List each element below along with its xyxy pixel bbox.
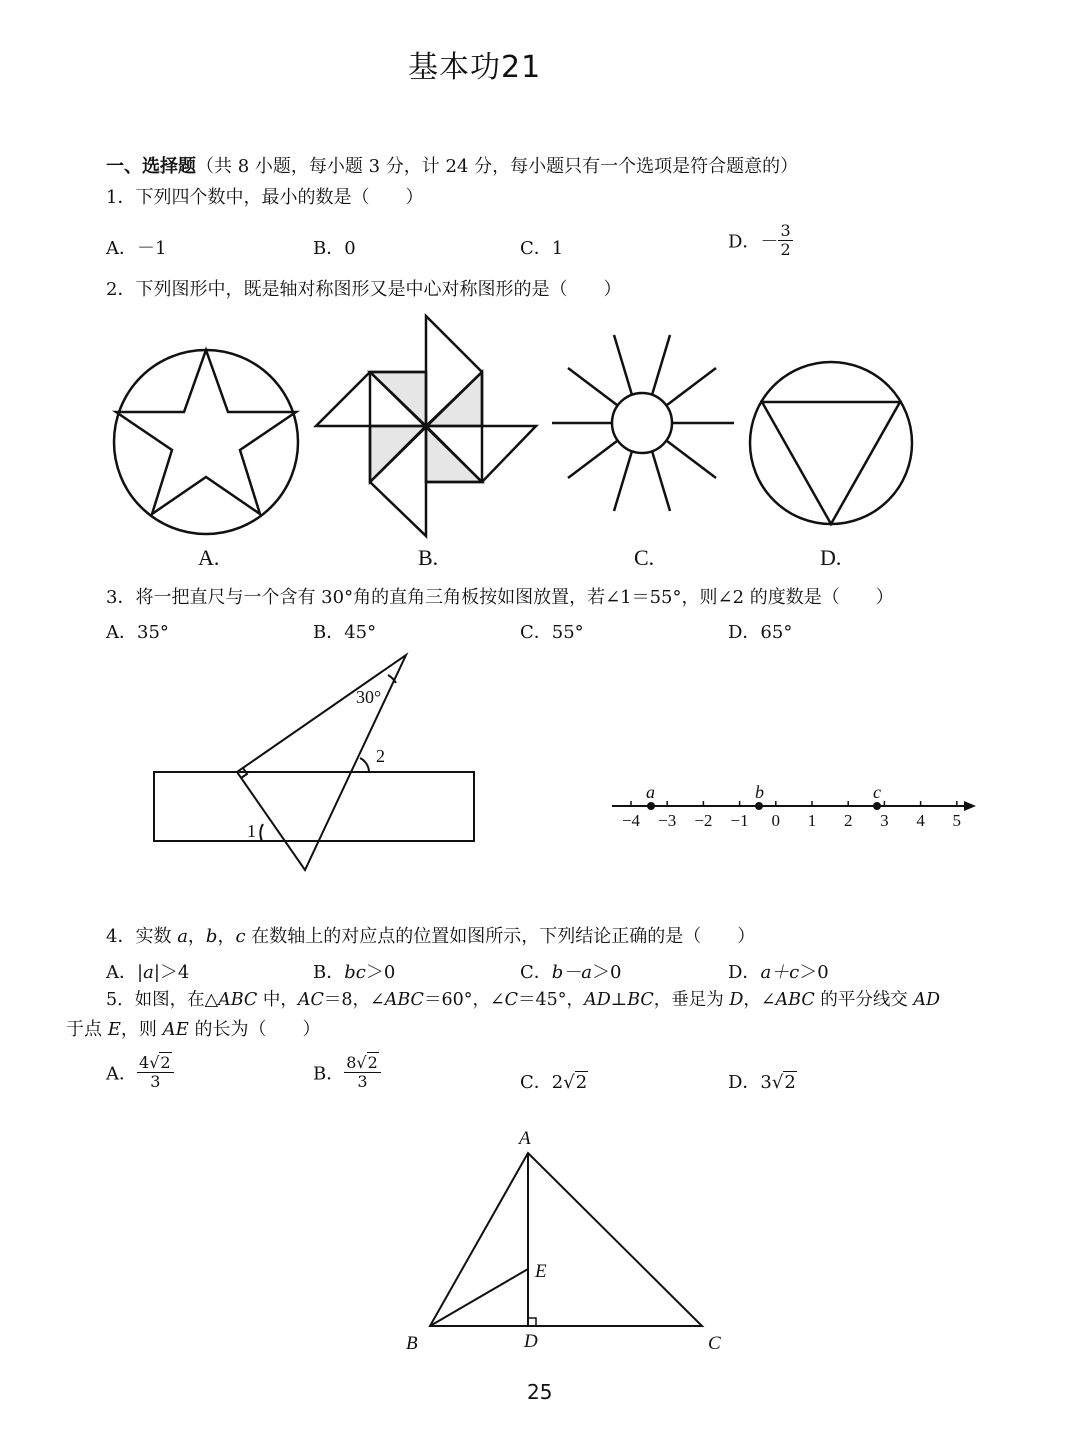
number-line-tick-label: 1 [807, 811, 817, 830]
page-number: 25 [527, 1380, 553, 1404]
q3-stem: 3．将一把直尺与一个含有 30°角的直角三角板按如图放置，若∠1＝55°，则∠2 的度数是（ ） [106, 587, 894, 608]
q5-text: 中， [257, 990, 298, 1010]
q2-label-d: D. [820, 545, 842, 570]
q5-a-coef: 4 [139, 1053, 150, 1072]
q4-c-suffix: ＞0 [592, 962, 622, 983]
angle-2-label: 2 [376, 746, 385, 766]
q5-a-denominator: 3 [150, 1072, 161, 1091]
point-e-label: E [535, 1261, 547, 1282]
q1-d-denominator: 2 [780, 240, 791, 259]
q5-text: 的平分线交 [814, 990, 914, 1010]
q5-var: AD [913, 990, 941, 1010]
q4-b-var: bc [344, 962, 366, 983]
number-line-tick-label: 0 [771, 811, 781, 830]
q3-option-a: A．35° [106, 622, 169, 643]
page-title: 基本功21 [408, 50, 542, 85]
q5-b-radicand: 2 [367, 1053, 378, 1072]
q5-var: ABC [775, 990, 815, 1010]
q5-b-denominator: 3 [357, 1072, 368, 1091]
q1-option-d-prefix: D．－ [728, 231, 779, 253]
q5-d-prefix: D．3 [728, 1072, 772, 1093]
right-angle-mark-d [528, 1318, 536, 1326]
q1-option-b: B．0 [313, 238, 356, 259]
q5-text: 的长为（ ） [188, 1019, 321, 1040]
number-line-tick-label: −3 [658, 811, 677, 830]
q4-var-b: b [205, 926, 218, 947]
q3-option-b: B．45° [313, 622, 377, 643]
q4-b-prefix: B． [313, 962, 345, 983]
q4-c-prefix: C． [520, 962, 552, 983]
q1-option-c: C．1 [520, 238, 564, 259]
q5-d-radicand: 2 [784, 1072, 796, 1093]
q4-b-suffix: ＞0 [365, 962, 396, 983]
point-b-label: b [755, 782, 764, 802]
q4-stem-end: 在数轴上的对应点的位置如图所示，下列结论正确的是（ ） [245, 926, 756, 947]
point-c-label: c [873, 782, 881, 802]
number-line-tick-label: −1 [730, 811, 749, 830]
q4-d-suffix: ＞0 [799, 962, 829, 983]
q2-label-a: A. [198, 545, 220, 570]
number-line-tick-label: 5 [952, 811, 962, 830]
q1-d-numerator: 3 [780, 221, 791, 240]
q2-label-b: B. [418, 545, 439, 570]
q5-text: ，∠ [743, 990, 776, 1010]
q4-a-prefix: A．| [106, 962, 144, 983]
q1-option-a: A．－1 [106, 238, 167, 259]
angle-30-label: 30° [356, 687, 382, 707]
q5-var: ABC [384, 990, 424, 1010]
q5-text: ＝60°，∠ [423, 990, 505, 1010]
q2-label-c: C. [634, 545, 655, 570]
section-heading: 一、选择题 [106, 156, 196, 177]
q5-c-radicand: 2 [575, 1072, 588, 1093]
q5-a-radicand: 2 [160, 1053, 171, 1072]
q5-text: 于点 [66, 1019, 108, 1040]
q5-c-prefix: C．2 [520, 1072, 564, 1093]
q5-text: ，则 [120, 1019, 163, 1040]
vertex-b-label: B [406, 1333, 418, 1354]
q5-a-numerator: 4√2 [137, 1054, 174, 1073]
q4-a-var: a [143, 962, 154, 983]
q5-var: AC [297, 990, 324, 1010]
q4-sep-2: ， [217, 926, 236, 947]
q5-a-prefix: A． [106, 1063, 137, 1085]
q5-b-coef: 8 [346, 1053, 357, 1072]
q2-stem: 2．下列图形中，既是轴对称图形又是中心对称图形的是（ ） [106, 279, 622, 300]
q4-var-c: c [235, 926, 246, 947]
bisector-be [430, 1269, 528, 1326]
q5-text: ＝45°， [518, 990, 585, 1010]
point-a-label: a [646, 782, 655, 802]
q5-text: ，垂足为 [653, 990, 730, 1010]
q4-sep-1: ， [187, 926, 206, 947]
q5-var: E [107, 1019, 121, 1040]
q3-option-d: D．65° [728, 622, 793, 643]
q4-a-suffix: |＞4 [153, 962, 190, 983]
q4-d-var: a＋c [760, 962, 800, 983]
q5-text: 5．如图，在△ [106, 990, 219, 1010]
vertex-a-label: A [519, 1128, 531, 1149]
number-line-tick-label: 2 [843, 811, 853, 830]
number-line-tick-label: −2 [694, 811, 713, 830]
q4-c-var: b－a [551, 962, 593, 983]
q5-var: C [504, 990, 519, 1010]
q4-var-a: a [177, 926, 188, 947]
point-d-label: D [524, 1331, 538, 1352]
q5-var: D [729, 990, 744, 1010]
q3-option-c: C．55° [520, 622, 584, 643]
q5-var: AE [162, 1019, 189, 1040]
q5-b-prefix: B． [313, 1063, 345, 1085]
q5-option-c: C．2√2 [520, 1072, 588, 1093]
q5-b-numerator: 8√2 [344, 1054, 381, 1073]
q5-var: ABC [218, 990, 258, 1010]
q1-stem: 1．下列四个数中，最小的数是（ ） [106, 187, 424, 208]
number-line-tick-label: 4 [916, 811, 925, 830]
section-note: （共 8 小题，每小题 3 分，计 24 分，每小题只有一个选项是符合题意的） [196, 156, 799, 177]
q5-option-d: D．3√2 [728, 1072, 796, 1093]
q5-text: ＝8，∠ [323, 990, 385, 1010]
q4-stem-start: 4．实数 [106, 926, 178, 947]
triangle-abc [430, 1153, 702, 1326]
angle-1-label: 1 [247, 821, 256, 841]
vertex-c-label: C [708, 1333, 721, 1354]
q4-d-prefix: D． [728, 962, 761, 983]
number-line-tick-label: −4 [621, 811, 641, 830]
number-line-tick-label: 3 [880, 811, 889, 830]
q5-var: AD⊥BC [584, 990, 654, 1010]
